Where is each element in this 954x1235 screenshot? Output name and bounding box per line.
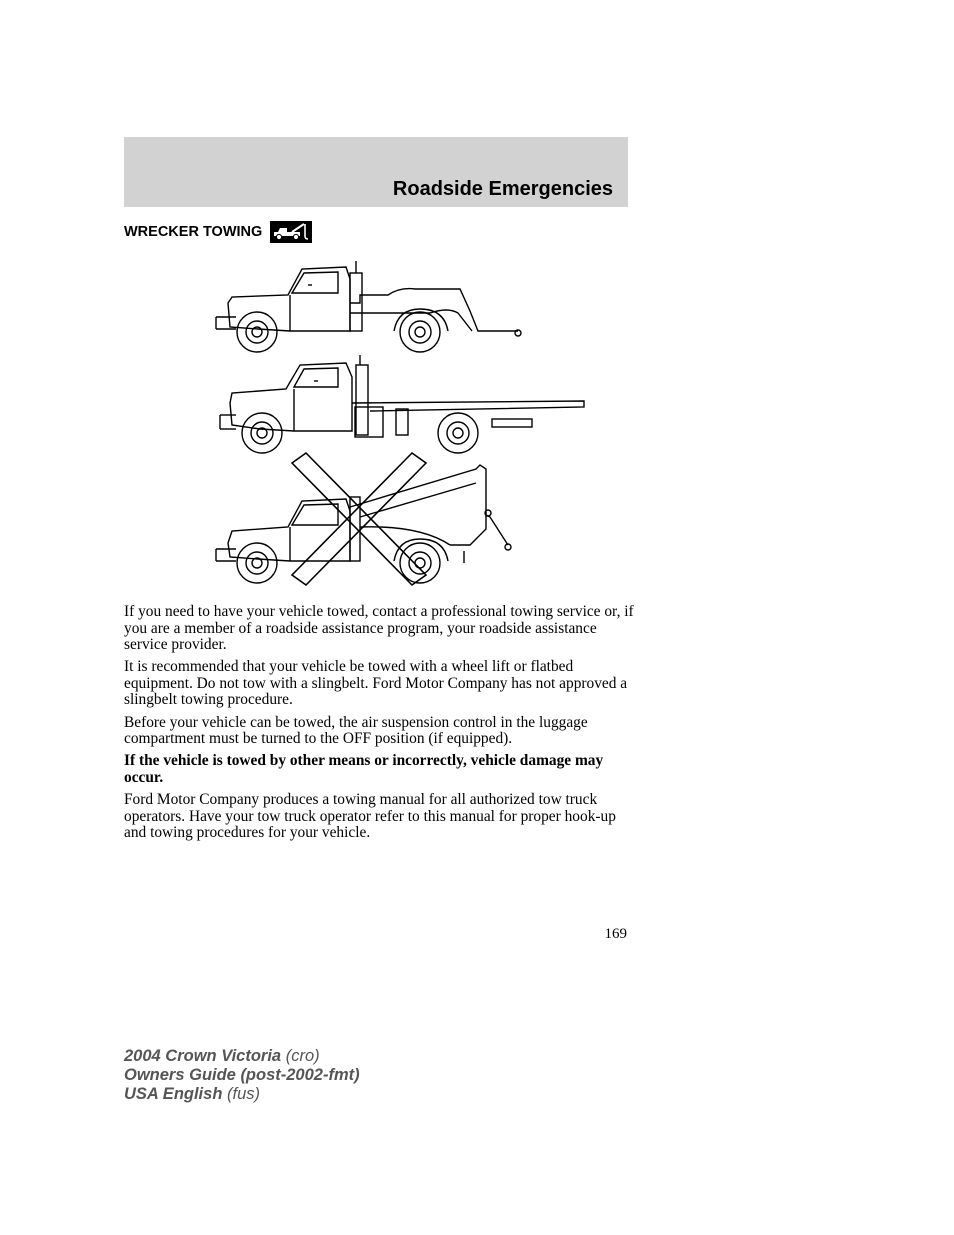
page-title: Roadside Emergencies bbox=[392, 178, 613, 200]
tow-truck-icon bbox=[270, 221, 312, 243]
footer-line-3: USA English (fus) bbox=[124, 1085, 260, 1103]
prohibited-cross-mark bbox=[292, 453, 426, 585]
footer-line-1: 2004 Crown Victoria (cro) bbox=[124, 1047, 320, 1065]
warning-paragraph: If the vehicle is towed by other means or incorrectly, vehicle damage may occur. bbox=[124, 752, 604, 786]
towing-methods-illustration bbox=[210, 255, 590, 590]
paragraph-5: Ford Motor Company produces a towing manual for all authorized tow truck operators. Have your tow truck operator refer to this manual for proper hook-up and towing procedures for your vehicle. bbox=[124, 790, 616, 842]
body-text bbox=[124, 604, 634, 847]
footer-line-2: Owners Guide (post-2002-fmt) bbox=[124, 1066, 360, 1084]
paragraph-1: If you need to have your vehicle towed, contact a professional towing service or, if you are a member of a roadside assistance program, your roadside assistance service provider. bbox=[124, 603, 634, 654]
page-number: 169 bbox=[604, 926, 627, 942]
paragraph-3: Before your vehicle can be towed, the air suspension control in the luggage compartment must be turned to the OFF position (if equipped). bbox=[124, 713, 588, 748]
header-band bbox=[124, 137, 628, 207]
slingbelt-truck-figure bbox=[216, 465, 511, 583]
flatbed-truck-figure bbox=[220, 355, 584, 453]
document-footer bbox=[124, 1047, 360, 1104]
wheel-lift-truck-figure bbox=[216, 261, 521, 352]
section-heading bbox=[124, 221, 312, 243]
paragraph-2: It is recommended that your vehicle be towed with a wheel lift or flatbed equipment. Do not tow with a slingbelt. Ford Motor Company has not approved a slingbelt towing procedure. bbox=[124, 658, 628, 709]
section-heading-label: WRECKER TOWING bbox=[124, 224, 263, 240]
